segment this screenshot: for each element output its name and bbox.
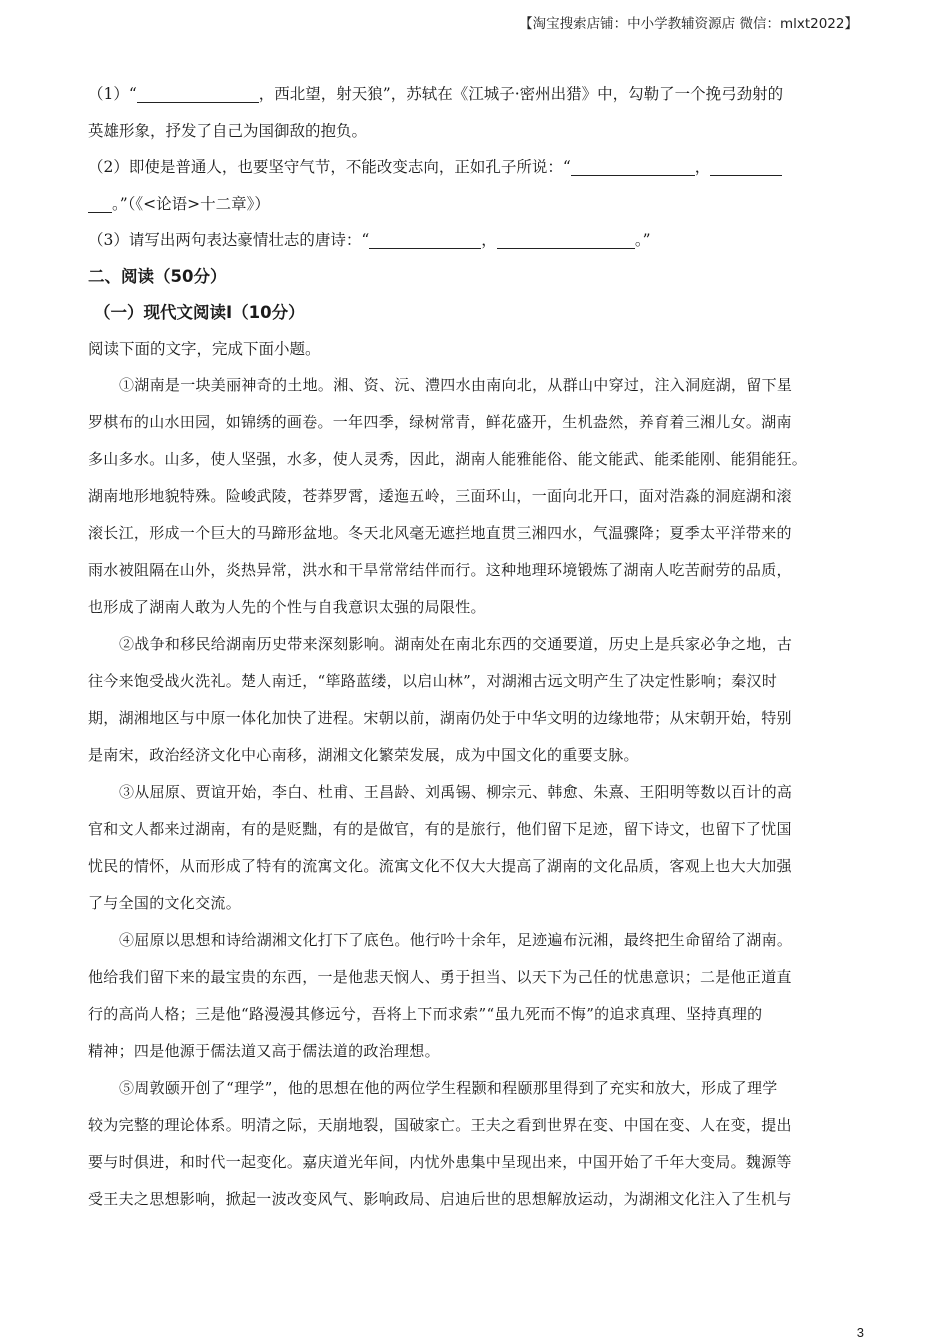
answer-blank xyxy=(571,159,695,176)
answer-blank xyxy=(497,232,635,249)
page-number: 3 xyxy=(856,1325,864,1340)
document-body xyxy=(88,76,868,1218)
question-2-line-2 xyxy=(88,186,868,223)
answer-blank xyxy=(369,232,481,249)
passage-line: 较为完整的理论体系。明清之际，天崩地裂，国破家亡。王夫之看到世界在变、中国在变、人在变，提出 xyxy=(88,1116,792,1134)
passage-line: 要与时俱进，和时代一起变化。嘉庆道光年间，内忧外患集中呈现出来，中国开始了千年大变局。魏源等 xyxy=(88,1153,792,1171)
passage-line: 往今来饱受战火洗礼。楚人南迁，“筚路蓝缕，以启山林”，对湖湘古远文明产生了决定性影响；秦汉时 xyxy=(88,672,778,690)
q1-prefix: （1）“ xyxy=(88,85,137,103)
passage-line: 忧民的情怀，从而形成了特有的流寓文化。流寓文化不仅大大提高了湖南的文化品质，客观上也大大加强 xyxy=(88,857,792,875)
q1-text: ，西北望，射天狼”，苏轼在《江城子·密州出猎》中，勾勒了一个挽弓劲射的 xyxy=(258,85,784,103)
passage-line: 受王夫之思想影响，掀起一波改变风气、影响政局、启迪后世的思想解放运动，为湖湘文化注入了生机与 xyxy=(88,1190,792,1208)
passage-line: 湖南地形地貌特殊。险峻武陵，苍莽罗霄，逶迤五岭，三面环山，一面向北开口，面对浩淼的洞庭湖和滚 xyxy=(88,487,792,505)
passage-line: 官和文人都来过湖南，有的是贬黜，有的是做官，有的是旅行，他们留下足迹，留下诗文，也留下了忧国 xyxy=(88,820,792,838)
passage-line: 是南宋，政治经济文化中心南移，湖湘文化繁荣发展，成为中国文化的重要支脉。 xyxy=(88,746,639,764)
q2-prefix: （2）即使是普通人，也要坚守气节，不能改变志向，正如孔子所说：“ xyxy=(88,158,571,176)
passage-line: 多山多水。山多，使人坚强，水多，使人灵秀，因此，湖南人能雅能俗、能文能武、能柔能刚、能狷能狂。 xyxy=(88,450,808,468)
passage-line: 期，湖湘地区与中原一体化加快了进程。宋朝以前，湖南仍处于中华文明的边缘地带；从宋朝开始，特别 xyxy=(88,709,792,727)
answer-blank xyxy=(88,196,112,213)
passage-line: ②战争和移民给湖南历史带来深刻影响。湖南处在南北东西的交通要道，历史上是兵家必争之地，古 xyxy=(119,635,793,653)
passage-line: ④屈原以思想和诗给湖湘文化打下了底色。他行吟十余年，足迹遍布沅湘，最终把生命留给了湖南。 xyxy=(119,931,793,949)
passage-line: ①湖南是一块美丽神奇的土地。湘、资、沅、澧四水由南向北，从群山中穿过，注入洞庭湖，留下星 xyxy=(119,376,793,394)
passage-line: 他给我们留下来的最宝贵的东西，一是他悲天悯人、勇于担当、以天下为己任的忧患意识；二是他正道直 xyxy=(88,968,792,986)
question-1-line-2: 英雄形象，抒发了自己为国御敌的抱负。 xyxy=(88,121,368,140)
passage-line: 滚长江，形成一个巨大的马蹄形盆地。冬天北风毫无遮拦地直贯三湘四水，气温骤降；夏季太平洋带来的 xyxy=(88,524,792,542)
question-2-line-1 xyxy=(88,149,868,186)
passage-line: ⑤周敦颐开创了“理学”，他的思想在他的两位学生程颢和程颐那里得到了充实和放大，形成了理学 xyxy=(119,1079,778,1097)
passage-line: 也形成了湖南人敢为人先的个性与自我意识太强的局限性。 xyxy=(88,598,486,616)
q3-prefix: （3）请写出两句表达豪情壮志的唐诗：“ xyxy=(88,231,370,249)
q2-comma: ， xyxy=(694,158,711,176)
section-title: 二、阅读（50分） xyxy=(88,266,227,286)
page-header-watermark: 【淘宝搜索店铺：中小学教辅资源店 微信：mlxt2022】 xyxy=(519,16,858,32)
answer-blank xyxy=(710,159,782,176)
reading-instruction: 阅读下面的文字，完成下面小题。 xyxy=(88,339,321,358)
passage-line: 精神；四是他源于儒法道又高于儒法道的政治理想。 xyxy=(88,1042,440,1060)
question-1-line-1 xyxy=(88,76,868,113)
subsection-title: （一）现代文阅读Ⅰ（10分） xyxy=(94,302,305,322)
passage-line: ③从屈原、贾谊开始，李白、杜甫、王昌龄、刘禹锡、柳宗元、韩愈、朱熹、王阳明等数以百计的高 xyxy=(119,783,793,801)
question-3-line xyxy=(88,222,868,259)
passage-line: 雨水被阻隔在山外，炎热异常，洪水和干旱常常结伴而行。这种地理环境锻炼了湖南人吃苦耐劳的品质， xyxy=(88,561,792,579)
q3-suffix: 。” xyxy=(634,231,651,249)
q2-suffix: 。”（《<论语>十二章》） xyxy=(112,194,270,213)
passage-line: 罗棋布的山水田园，如锦绣的画卷。一年四季，绿树常青，鲜花盛开，生机盎然，养育着三湘儿女。湖南 xyxy=(88,413,792,431)
q3-comma: ， xyxy=(481,231,497,249)
passage-line: 了与全国的文化交流。 xyxy=(88,894,242,912)
answer-blank xyxy=(137,86,259,103)
passage-line: 行的高尚人格；三是他“路漫漫其修远兮，吾将上下而求索”“虽九死而不悔”的追求真理、坚持真理的 xyxy=(88,1005,763,1023)
